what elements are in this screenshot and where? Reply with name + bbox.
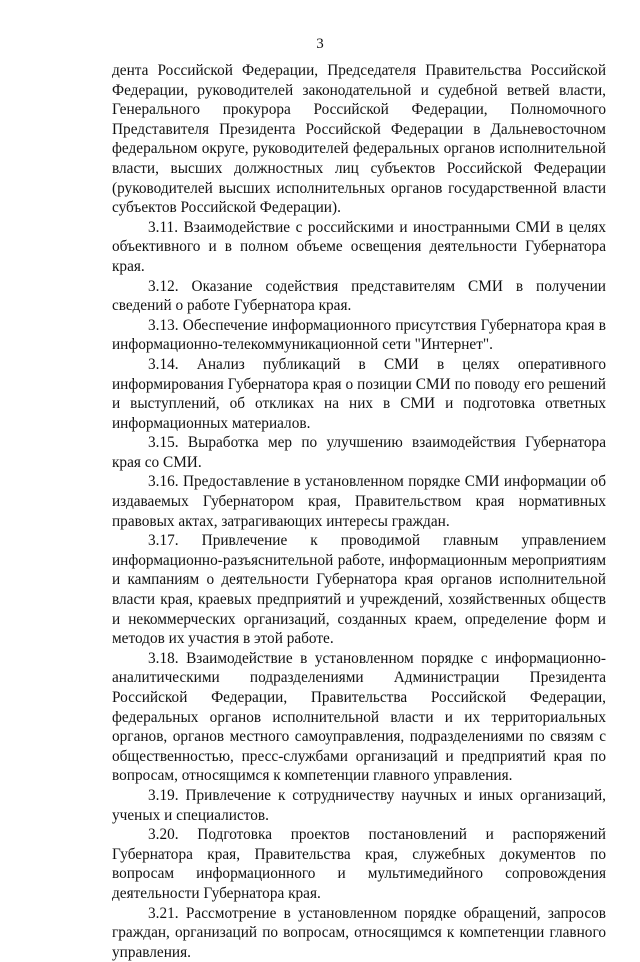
paragraph-3-13: 3.13. Обеспечение информационного присутствия Губернатора края в информационно-телекоммуникационной сети "Интернет". xyxy=(112,316,606,354)
paragraph-3-14: 3.14. Анализ публикаций в СМИ в целях оперативного информирования Губернатора края о позиции СМИ по поводу его решений и выступлений, об откликах на них в СМИ и подготовка ответных информационных материалов. xyxy=(112,355,606,432)
paragraph-3-15: 3.15. Выработка мер по улучшению взаимодействия Губернатора края со СМИ. xyxy=(112,434,606,471)
paragraph-3-19: 3.19. Привлечение к сотрудничеству научных и иных организаций, ученых и специалистов. xyxy=(112,786,606,824)
paragraph-3-20: 3.20. Подготовка проектов постановлений и распоряжений Губернатора края, Правительства края, служебных документов по вопросам информационного и мультимедийного сопровождения деятельности Губернатора края. xyxy=(112,826,606,902)
paragraph-continuation: дента Российской Федерации, Председателя Правительства Российской Федерации, руководителей законодательной и судебной ветвей власти, Генерального прокурора Российской Федерации, Полномочного Представителя Президента Российской Федерации в Дальневосточном федеральном округе, руководителей федеральных органов исполнительной власти, высших должностных лиц субъектов Российской Федерации (руководителей высших исполнительных органов государственной власти субъектов Российской Федерации). xyxy=(112,62,606,217)
paragraph-3-17: 3.17. Привлечение к проводимой главным управлением информационно-разъяснительной работе, информационным мероприятиям и кампаниям о деятельности Губернатора края органов исполнительной власти края, краевых предприятий и учреждений, хозяйственных обществ и некоммерческих организаций, созданных краем, определение форм и методов их участия в этой работе. xyxy=(112,532,606,648)
paragraph-3-16: 3.16. Предоставление в установленном порядке СМИ информации об издаваемых Губернатором края, Правительством края нормативных правовых актах, затрагивающих интересы граждан. xyxy=(112,473,606,530)
paragraph-3-18: 3.18. Взаимодействие в установленном порядке с информационно-аналитическими подразделениями Администрации Президента Российской Федерации, Правительства Российской Федерации, федеральных органов исполнительной власти и их территориальных органов, органов местного самоуправления, подразделениями по связям с общественностью, пресс-службами организаций и предприятий края по вопросам, относящимся к компетенции главного управления. xyxy=(112,649,606,785)
paragraph-3-11: 3.11. Взаимодействие с российскими и иностранными СМИ в целях объективного и в полном объеме освещения деятельности Губернатора края. xyxy=(112,218,606,275)
paragraph-3-12: 3.12. Оказание содействия представителям СМИ в получении сведений о работе Губернатора края. xyxy=(112,277,606,315)
paragraph-3-21: 3.21. Рассмотрение в установленном порядке обращений, запросов граждан, организаций по вопросам, относящимся к компетенции главного управления. xyxy=(112,904,606,961)
page-number: 3 xyxy=(316,36,324,52)
document-body xyxy=(112,61,606,962)
